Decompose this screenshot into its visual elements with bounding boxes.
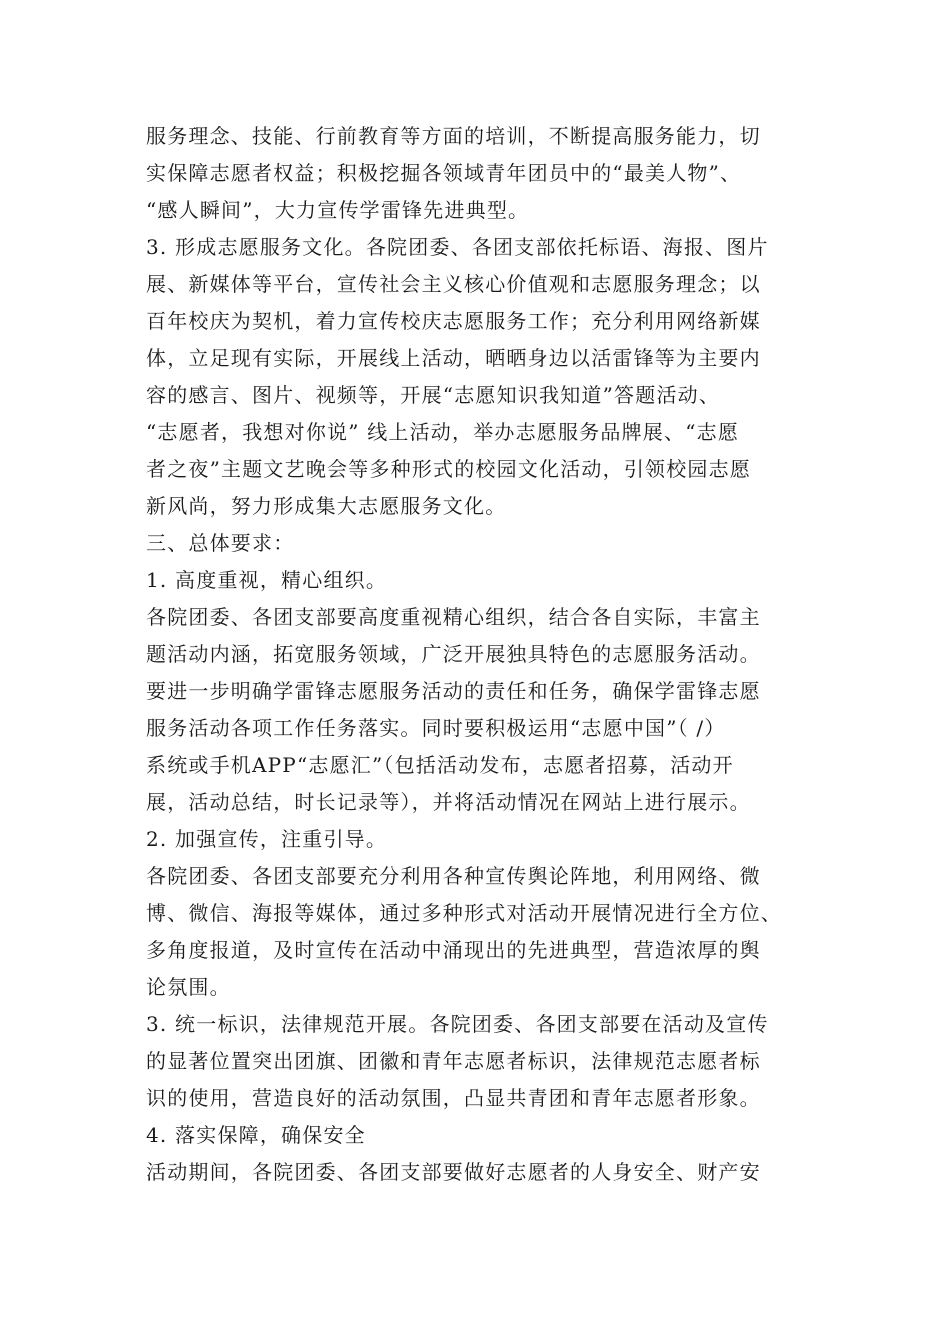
text-line: 论氛围。 bbox=[146, 975, 231, 999]
text-line: 服务活动各项工作任务落实。同时要积极运用“志愿中国”（ /） bbox=[146, 716, 726, 740]
text-line: 实保障志愿者权益；积极挖掘各领域青年团员中的“最美人物”、 bbox=[146, 161, 742, 185]
subsection-heading: 4. 落实保障，确保安全 bbox=[146, 1123, 366, 1147]
text-line: 3. 统一标识，法律规范开展。各院团委、各团支部要在活动及宣传 bbox=[146, 1012, 769, 1036]
text-line: 容的感言、图片、视频等，开展“志愿知识我知道”答题活动、 bbox=[146, 383, 721, 407]
text-line: 题活动内涵，拓宽服务领域，广泛开展独具特色的志愿服务活动。 bbox=[146, 642, 761, 666]
subsection-heading: 2. 加强宣传，注重引导。 bbox=[146, 827, 388, 851]
text-line: 展，活动总结，时长记录等），并将活动情况在网站上进行展示。 bbox=[146, 790, 751, 814]
text-line: 识的使用，营造良好的活动氛围，凸显共青团和青年志愿者形象。 bbox=[146, 1086, 761, 1110]
text-line: 者之夜”主题文艺晚会等多种形式的校园文化活动，引领校园志愿 bbox=[146, 457, 752, 481]
document-body bbox=[146, 118, 826, 1191]
text-line: 要进一步明确学雷锋志愿服务活动的责任和任务，确保学雷锋志愿 bbox=[146, 679, 761, 703]
text-line: “感人瞬间”，大力宣传学雷锋先进典型。 bbox=[146, 198, 530, 222]
text-line: 多角度报道，及时宣传在活动中涌现出的先进典型，营造浓厚的舆 bbox=[146, 938, 761, 962]
text-line: 的显著位置突出团旗、团徽和青年志愿者标识，法律规范志愿者标 bbox=[146, 1049, 761, 1073]
section-heading: 三、总体要求： bbox=[146, 531, 295, 555]
text-line: 3. 形成志愿服务文化。各院团委、各团支部依托标语、海报、图片 bbox=[146, 235, 769, 259]
text-line: 系统或手机APP“志愿汇”（包括活动发布，志愿者招募，活动开 bbox=[146, 753, 734, 777]
subsection-heading: 1. 高度重视，精心组织。 bbox=[146, 568, 388, 592]
text-line: 各院团委、各团支部要充分利用各种宣传舆论阵地，利用网络、微 bbox=[146, 864, 761, 888]
text-line: 博、微信、海报等媒体，通过多种形式对活动开展情况进行全方位、 bbox=[146, 901, 782, 925]
text-line: 新风尚，努力形成集大志愿服务文化。 bbox=[146, 494, 507, 518]
text-line: 展、新媒体等平台，宣传社会主义核心价值观和志愿服务理念；以 bbox=[146, 272, 761, 296]
text-line: 活动期间，各院团委、各团支部要做好志愿者的人身安全、财产安 bbox=[146, 1160, 761, 1184]
text-line: 各院团委、各团支部要高度重视精心组织，结合各自实际，丰富主 bbox=[146, 605, 761, 629]
text-line: 百年校庆为契机，着力宣传校庆志愿服务工作；充分利用网络新媒 bbox=[146, 309, 761, 333]
text-line: 体，立足现有实际，开展线上活动，晒晒身边以活雷锋等为主要内 bbox=[146, 346, 761, 370]
text-line: “志愿者，我想对你说” 线上活动，举办志愿服务品牌展、“志愿 bbox=[146, 420, 740, 444]
text-line: 服务理念、技能、行前教育等方面的培训，不断提高服务能力，切 bbox=[146, 124, 761, 148]
